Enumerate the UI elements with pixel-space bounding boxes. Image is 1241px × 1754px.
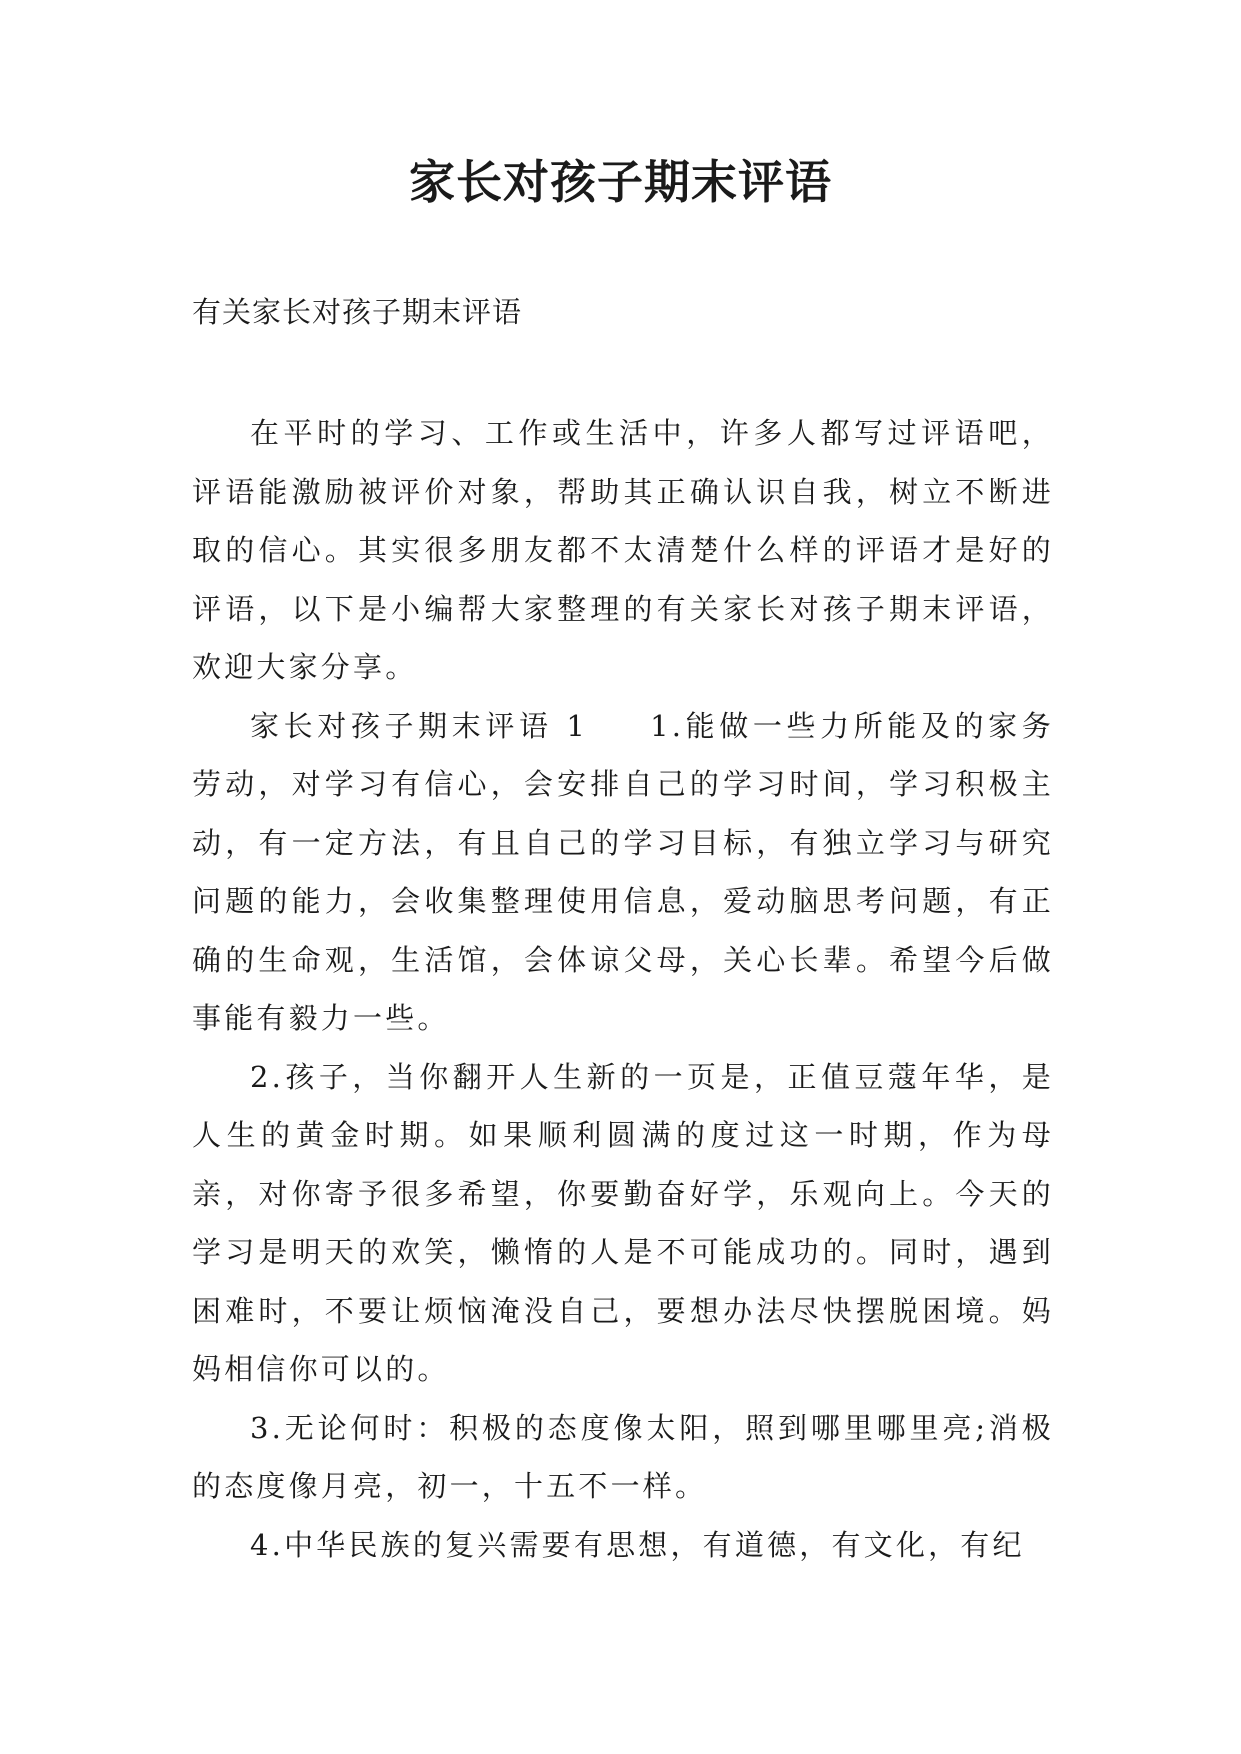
document-subtitle: 有关家长对孩子期末评语 [192,295,523,329]
section-heading: 家长对孩子期末评语 1 [250,708,589,743]
intro-paragraph: 在平时的学习、工作或生活中，许多人都写过评语吧，评语能激励被评价对象，帮助其正确认识自我，树立不断进取的信心。其实很多朋友都不太清楚什么样的评语才是好的评语，以下是小编帮大家整理的有关家长对孩子期末评语，欢迎大家分享。 [192,416,1054,684]
comment-item-3: 3.无论何时：积极的态度像太阳，照到哪里哪里亮;消极的态度像月亮，初一，十五不一样。 [192,1410,1054,1503]
document-title: 家长对孩子期末评语 [409,155,832,209]
comment-item-1: 1.能做一些力所能及的家务劳动，对学习有信心，会安排自己的学习时间，学习积极主动，有一定方法，有且自己的学习目标，有独立学习与研究问题的能力，会收集整理使用信息，爱动脑思考问题，有正确的生命观，生活馆，会体谅父母，关心长辈。希望今后做事能有毅力一些。 [192,708,1054,1035]
comment-item-4: 4.中华民族的复兴需要有思想，有道德，有文化，有纪 [250,1527,1025,1562]
section-paragraph-1 [192,697,1054,1048]
document-body [192,404,1054,1574]
comment-item-2: 2.孩子，当你翻开人生新的一页是，正值豆蔻年华，是人生的黄金时期。如果顺利圆满的度过这一时期，作为母亲，对你寄予很多希望，你要勤奋好学，乐观向上。今天的学习是明天的欢笑，懒惰的人是不可能成功的。同时，遇到困难时，不要让烦恼淹没自己，要想办法尽快摆脱困境。妈妈相信你可以的。 [192,1059,1054,1386]
